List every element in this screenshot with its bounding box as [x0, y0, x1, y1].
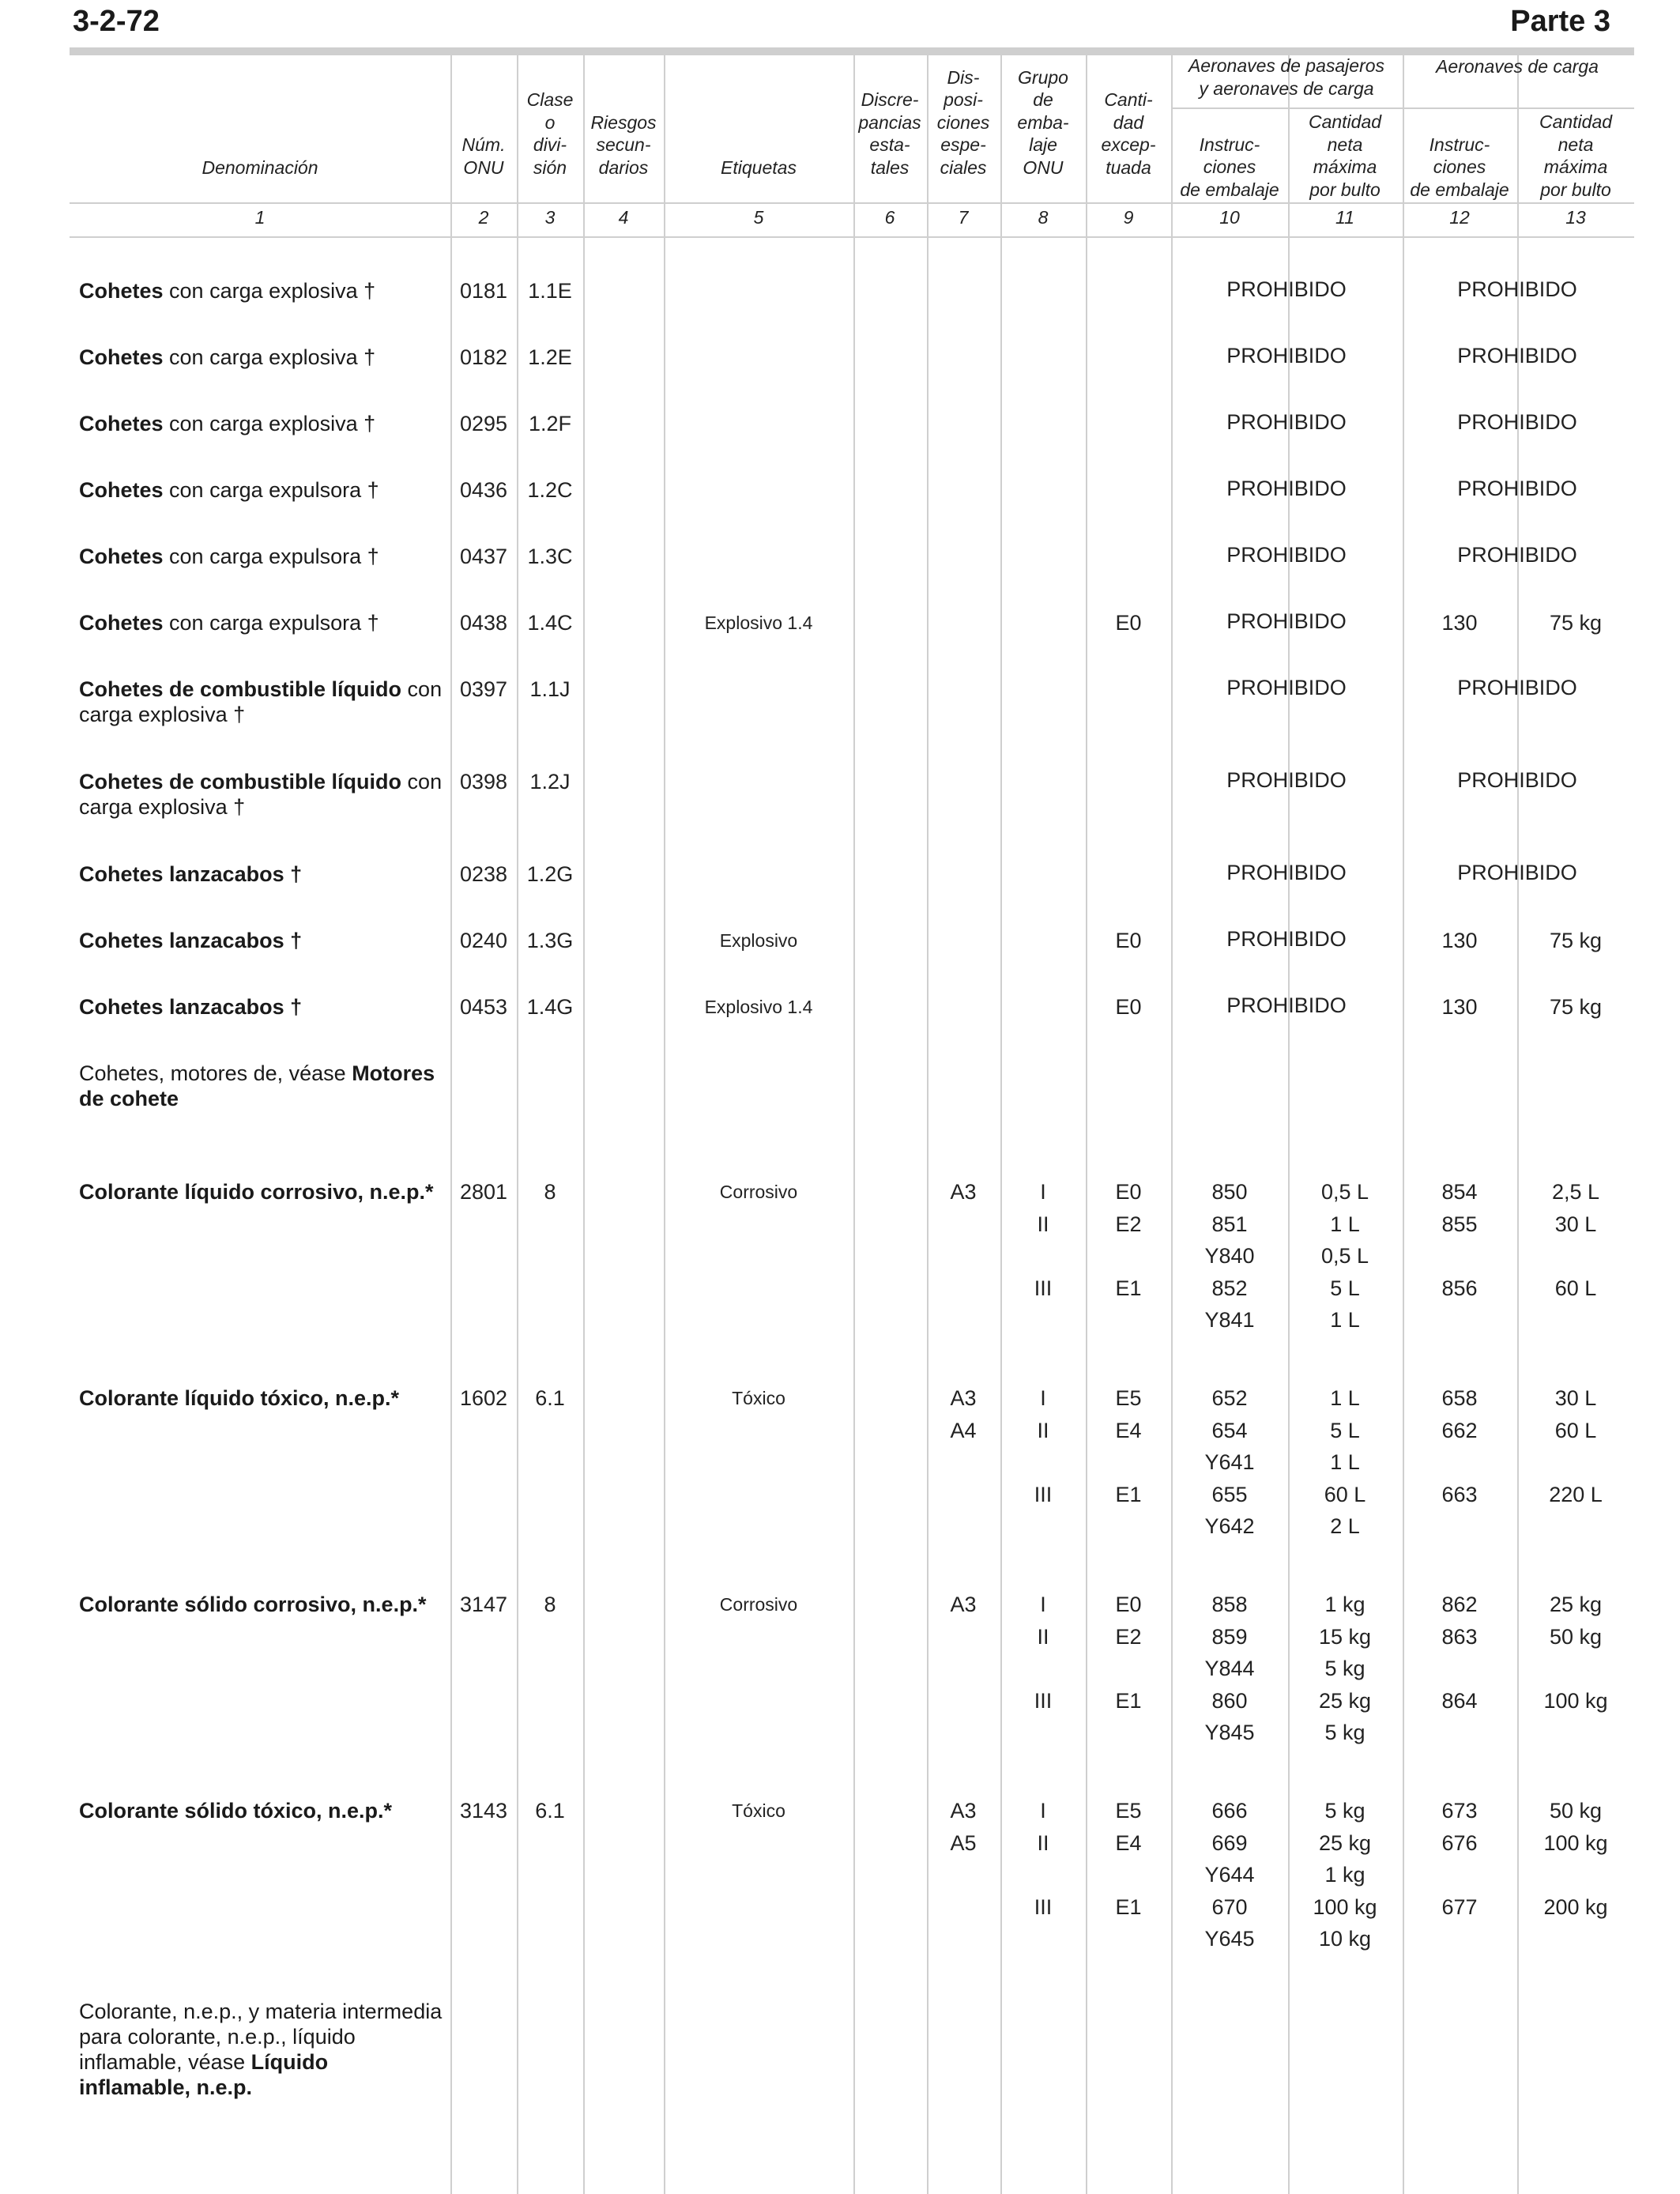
pax-packing-instruction: Y841	[1204, 1308, 1255, 1332]
column-divider	[664, 55, 665, 2194]
excepted-quantity: E0	[1115, 1593, 1142, 1616]
packing-group: I	[1040, 1180, 1046, 1204]
substance-name-bold: Colorante líquido tóxico, n.e.p.*	[79, 1386, 400, 1410]
column-number: 12	[1449, 207, 1470, 228]
cargo-packing-instruction: 855	[1441, 1212, 1478, 1236]
pax-prohibited: PROHIBIDO	[1226, 477, 1347, 500]
excepted-quantity: E4	[1115, 1830, 1142, 1855]
pax-packing-instruction: 670	[1211, 1894, 1248, 1919]
pax-packing-instruction: Y840	[1204, 1244, 1255, 1268]
header-num-onu: Núm. ONU	[461, 134, 506, 178]
cargo-max-quantity: 100 kg	[1543, 1830, 1608, 1855]
cargo-max-quantity: 220 L	[1549, 1482, 1603, 1506]
un-number: 0181	[459, 279, 508, 303]
substance-name: Cohetes de combustible líquido con carga explosiva †	[79, 770, 443, 819]
excepted-quantity: E1	[1115, 1482, 1142, 1506]
cargo-packing-instruction: 863	[1441, 1624, 1478, 1649]
pax-packing-instruction: 654	[1211, 1418, 1248, 1442]
substance-name-bold: Cohetes lanzacabos †	[79, 995, 303, 1019]
hazard-label: Explosivo	[719, 930, 798, 951]
column-divider	[1086, 55, 1087, 2194]
special-provision: A3	[950, 1593, 977, 1616]
cargo-packing-instruction: 663	[1441, 1482, 1478, 1506]
cargo-max-quantity: 60 L	[1554, 1418, 1597, 1442]
excepted-quantity: E1	[1115, 1276, 1142, 1300]
column-divider	[853, 55, 855, 2194]
special-provision: A3	[950, 1386, 977, 1410]
pax-max-quantity: 25 kg	[1318, 1830, 1372, 1855]
top-rule	[70, 47, 1634, 55]
cargo-prohibited: PROHIBIDO	[1457, 477, 1577, 500]
column-divider	[1403, 55, 1404, 2194]
cargo-max-quantity: 60 L	[1554, 1276, 1597, 1300]
substance-name	[79, 994, 443, 1020]
excepted-quantity: E0	[1115, 1180, 1142, 1204]
header-cantidad-pax: Cantidad neta máxima por bulto	[1308, 111, 1382, 200]
excepted-quantity: E1	[1115, 1894, 1142, 1919]
substance-name-bold: Cohetes	[79, 279, 164, 303]
pax-packing-instruction: 851	[1211, 1212, 1248, 1236]
packing-group: II	[1037, 1830, 1049, 1855]
column-number: 7	[958, 207, 969, 228]
pax-packing-instruction: 860	[1211, 1688, 1248, 1713]
pax-packing-instruction: Y645	[1204, 1927, 1255, 1951]
pax-max-quantity: 2 L	[1330, 1514, 1360, 1538]
cargo-max-quantity: 25 kg	[1549, 1593, 1603, 1616]
pax-max-quantity: 10 kg	[1318, 1927, 1372, 1951]
cross-reference: Líquido inflamable, n.e.p.	[79, 2050, 329, 2099]
cargo-max-quantity: 2,5 L	[1551, 1180, 1600, 1204]
pax-max-quantity: 1 L	[1330, 1308, 1360, 1332]
packing-group: II	[1037, 1624, 1049, 1649]
class-division: 1.1J	[529, 677, 571, 701]
cargo-prohibited: PROHIBIDO	[1457, 861, 1577, 884]
substance-name-bold: Cohetes	[79, 412, 164, 435]
un-number: 0398	[459, 770, 508, 794]
un-number: 0453	[459, 995, 508, 1019]
column-number: 8	[1038, 207, 1049, 228]
pax-packing-instruction: Y844	[1204, 1657, 1255, 1680]
excepted-quantity: E5	[1115, 1799, 1142, 1823]
pax-max-quantity: 1 L	[1330, 1212, 1360, 1236]
class-division: 6.1	[535, 1799, 565, 1823]
packing-group: III	[1034, 1894, 1053, 1919]
hazard-label: Corrosivo	[719, 1594, 798, 1615]
substance-name	[79, 1592, 443, 1617]
class-division: 8	[544, 1180, 556, 1204]
pax-max-quantity: 5 L	[1330, 1276, 1360, 1300]
pax-packing-instruction: 850	[1211, 1180, 1248, 1204]
cargo-packing-instruction: 658	[1441, 1386, 1478, 1410]
class-division: 8	[544, 1593, 556, 1616]
un-number: 2801	[459, 1180, 508, 1204]
pax-prohibited: PROHIBIDO	[1226, 410, 1347, 434]
cross-reference: Motores de cohete	[79, 1061, 435, 1110]
column-number: 4	[618, 207, 629, 228]
column-number: 9	[1123, 207, 1134, 228]
cargo-max-quantity: 75 kg	[1549, 611, 1603, 635]
pax-packing-instruction: Y644	[1204, 1863, 1255, 1887]
class-division: 1.3G	[526, 929, 574, 952]
cargo-max-quantity: 200 kg	[1543, 1894, 1608, 1919]
special-provision: A4	[950, 1418, 977, 1442]
cargo-packing-instruction: 854	[1441, 1180, 1478, 1204]
cargo-packing-instruction: 130	[1441, 929, 1478, 952]
pax-prohibited: PROHIBIDO	[1226, 768, 1347, 792]
special-provision: A3	[950, 1180, 977, 1204]
header-disposiciones-especiales: Dis- posi- ciones espe- ciales	[936, 66, 990, 178]
pax-packing-instruction: 652	[1211, 1386, 1248, 1410]
cargo-packing-instruction: 130	[1441, 611, 1478, 635]
hazard-label: Tóxico	[732, 1800, 785, 1821]
packing-group: II	[1037, 1212, 1049, 1236]
hazard-label: Corrosivo	[719, 1182, 798, 1202]
class-division: 1.4G	[526, 995, 574, 1019]
pax-max-quantity: 0,5 L	[1320, 1244, 1369, 1268]
substance-name: Cohetes con carga expulsora †	[79, 611, 379, 635]
header-rule	[70, 236, 1634, 238]
pax-prohibited: PROHIBIDO	[1226, 927, 1347, 951]
un-number: 0295	[459, 412, 508, 435]
class-division: 1.2E	[528, 345, 572, 369]
header-riesgos-secundarios: Riesgos secun- darios	[590, 111, 657, 178]
packing-group: III	[1034, 1688, 1053, 1713]
column-number: 2	[478, 207, 489, 228]
cargo-packing-instruction: 864	[1441, 1688, 1478, 1713]
substance-name-bold: Colorante líquido corrosivo, n.e.p.*	[79, 1180, 434, 1204]
header-instrucciones-cargo: Instruc- ciones de embalaje	[1410, 134, 1509, 200]
cargo-packing-instruction: 676	[1441, 1830, 1478, 1855]
substance-name	[79, 861, 443, 887]
excepted-quantity: E5	[1115, 1386, 1142, 1410]
cargo-packing-instruction: 677	[1441, 1894, 1478, 1919]
substance-name-bold: Cohetes lanzacabos †	[79, 929, 303, 952]
column-divider	[583, 55, 585, 2194]
un-number: 0238	[459, 862, 508, 886]
packing-group: II	[1037, 1418, 1049, 1442]
pax-max-quantity: 1 L	[1330, 1450, 1360, 1474]
substance-name: Colorante, n.e.p., y materia intermedia para colorante, n.e.p., líquido inflamable, véase Líquido inflamable, n.e.p.	[79, 2000, 443, 2099]
cargo-max-quantity: 30 L	[1554, 1212, 1597, 1236]
cargo-prohibited: PROHIBIDO	[1457, 676, 1577, 699]
cargo-prohibited: PROHIBIDO	[1457, 344, 1577, 368]
pax-max-quantity: 1 kg	[1324, 1593, 1365, 1616]
pax-max-quantity: 5 L	[1330, 1418, 1360, 1442]
cargo-max-quantity: 50 kg	[1549, 1624, 1603, 1649]
header-group-cargo: Aeronaves de carga	[1436, 55, 1599, 77]
substance-name-bold: Cohetes	[79, 345, 164, 369]
header-denominacion: Denominación	[202, 156, 318, 178]
column-divider	[517, 55, 518, 2194]
column-number: 13	[1565, 207, 1586, 228]
column-divider	[1517, 55, 1519, 2194]
packing-group: I	[1040, 1799, 1046, 1823]
substance-name: Cohetes con carga explosiva †	[79, 279, 376, 303]
substance-name	[79, 1798, 443, 1823]
class-division: 1.2G	[526, 862, 574, 886]
column-number: 6	[884, 207, 895, 228]
group-rule	[1171, 107, 1634, 109]
un-number: 0438	[459, 611, 508, 635]
class-division: 1.2C	[527, 478, 573, 502]
substance-name-bold: Cohetes	[79, 611, 164, 635]
excepted-quantity: E2	[1115, 1624, 1142, 1649]
pax-packing-instruction: 859	[1211, 1624, 1248, 1649]
cargo-prohibited: PROHIBIDO	[1457, 277, 1577, 301]
cargo-packing-instruction: 856	[1441, 1276, 1478, 1300]
substance-name-bold: Colorante sólido corrosivo, n.e.p.*	[79, 1593, 427, 1616]
un-number: 1602	[459, 1386, 508, 1410]
pax-max-quantity: 1 L	[1330, 1386, 1360, 1410]
header-group-passenger: Aeronaves de pasajeros y aeronaves de carga	[1188, 55, 1385, 99]
pax-packing-instruction: 858	[1211, 1593, 1248, 1616]
hazard-label: Tóxico	[732, 1388, 785, 1408]
class-division: 1.3C	[527, 545, 573, 568]
pax-max-quantity: 100 kg	[1313, 1894, 1377, 1919]
page-number: 3-2-72	[73, 5, 160, 38]
header-grupo-embalaje: Grupo de emba- laje ONU	[1017, 66, 1069, 178]
pax-packing-instruction: Y845	[1204, 1721, 1255, 1744]
pax-max-quantity: 15 kg	[1318, 1624, 1372, 1649]
column-number: 1	[254, 207, 266, 228]
column-number: 11	[1335, 207, 1354, 228]
un-number: 0436	[459, 478, 508, 502]
pax-prohibited: PROHIBIDO	[1226, 609, 1347, 633]
cargo-packing-instruction: 673	[1441, 1799, 1478, 1823]
pax-max-quantity: 25 kg	[1318, 1688, 1372, 1713]
substance-name: Cohetes con carga explosiva †	[79, 345, 376, 369]
column-divider	[1000, 55, 1002, 2194]
substance-name: Cohetes, motores de, véase Motores de cohete	[79, 1061, 435, 1110]
column-divider	[1288, 55, 1290, 2194]
packing-group: I	[1040, 1386, 1046, 1410]
cargo-max-quantity: 30 L	[1554, 1386, 1597, 1410]
pax-packing-instruction: Y641	[1204, 1450, 1255, 1474]
cargo-packing-instruction: 862	[1441, 1593, 1478, 1616]
pax-prohibited: PROHIBIDO	[1226, 861, 1347, 884]
pax-prohibited: PROHIBIDO	[1226, 543, 1347, 567]
substance-name: Cohetes con carga expulsora †	[79, 545, 379, 568]
substance-name-bold: Colorante sólido tóxico, n.e.p.*	[79, 1799, 393, 1823]
hazard-label: Explosivo 1.4	[704, 613, 813, 633]
pax-prohibited: PROHIBIDO	[1226, 993, 1347, 1017]
pax-prohibited: PROHIBIDO	[1226, 676, 1347, 699]
substance-name-bold: Cohetes	[79, 478, 164, 502]
excepted-quantity: E0	[1115, 929, 1142, 952]
column-number: 10	[1219, 207, 1240, 228]
pax-prohibited: PROHIBIDO	[1226, 277, 1347, 301]
class-division: 1.1E	[528, 279, 572, 303]
un-number: 0240	[459, 929, 508, 952]
class-division: 6.1	[535, 1386, 565, 1410]
special-provision: A3	[950, 1799, 977, 1823]
cargo-max-quantity: 50 kg	[1549, 1799, 1603, 1823]
pax-packing-instruction: 666	[1211, 1799, 1248, 1823]
cargo-max-quantity: 75 kg	[1549, 995, 1603, 1019]
column-divider	[1171, 55, 1173, 2194]
pax-max-quantity: 5 kg	[1324, 1721, 1365, 1744]
excepted-quantity: E0	[1115, 995, 1142, 1019]
header-discrepancias-estatales: Discre- pancias esta- tales	[858, 89, 921, 178]
class-division: 1.2J	[529, 770, 571, 794]
cargo-max-quantity: 100 kg	[1543, 1688, 1608, 1713]
un-number: 3147	[459, 1593, 508, 1616]
substance-name	[79, 1385, 443, 1411]
packing-group: III	[1034, 1482, 1053, 1506]
cargo-max-quantity: 75 kg	[1549, 929, 1603, 952]
class-division: 1.2F	[528, 412, 572, 435]
cargo-prohibited: PROHIBIDO	[1457, 543, 1577, 567]
packing-group: III	[1034, 1276, 1053, 1300]
cargo-packing-instruction: 130	[1441, 995, 1478, 1019]
substance-name: Cohetes con carga explosiva †	[79, 412, 376, 435]
substance-name	[79, 1179, 443, 1204]
pax-max-quantity: 60 L	[1324, 1482, 1366, 1506]
cargo-prohibited: PROHIBIDO	[1457, 768, 1577, 792]
header-clase-division: Clase o divi- sión	[526, 89, 574, 178]
header-cantidad-exceptuada: Canti- dad excep- tuada	[1101, 89, 1156, 178]
pax-max-quantity: 1 kg	[1324, 1863, 1365, 1887]
substance-name-bold: Cohetes de combustible líquido	[79, 770, 402, 794]
cargo-packing-instruction: 662	[1441, 1418, 1478, 1442]
header-cantidad-cargo: Cantidad neta máxima por bulto	[1539, 111, 1613, 200]
substance-name-bold: Cohetes de combustible líquido	[79, 677, 402, 701]
class-division: 1.4C	[527, 611, 573, 635]
pax-packing-instruction: 669	[1211, 1830, 1248, 1855]
column-divider	[450, 55, 452, 2194]
pax-packing-instruction: Y642	[1204, 1514, 1255, 1538]
hazard-label: Explosivo 1.4	[704, 997, 813, 1017]
pax-prohibited: PROHIBIDO	[1226, 344, 1347, 368]
column-divider	[927, 55, 929, 2194]
excepted-quantity: E1	[1115, 1688, 1142, 1713]
pax-max-quantity: 5 kg	[1324, 1657, 1365, 1680]
substance-name-bold: Cohetes lanzacabos †	[79, 862, 303, 886]
pax-max-quantity: 5 kg	[1324, 1799, 1365, 1823]
pax-packing-instruction: 655	[1211, 1482, 1248, 1506]
un-number: 0437	[459, 545, 508, 568]
pax-packing-instruction: 852	[1211, 1276, 1248, 1300]
special-provision: A5	[950, 1830, 977, 1855]
header-etiquetas: Etiquetas	[721, 156, 797, 178]
substance-name-bold: Cohetes	[79, 545, 164, 568]
un-number: 3143	[459, 1799, 508, 1823]
header-instrucciones-pax: Instruc- ciones de embalaje	[1180, 134, 1279, 200]
column-number: 3	[544, 207, 556, 228]
substance-name: Cohetes con carga expulsora †	[79, 478, 379, 502]
packing-group: I	[1040, 1593, 1046, 1616]
cargo-prohibited: PROHIBIDO	[1457, 410, 1577, 434]
excepted-quantity: E4	[1115, 1418, 1142, 1442]
column-number: 5	[753, 207, 764, 228]
excepted-quantity: E0	[1115, 611, 1142, 635]
un-number: 0182	[459, 345, 508, 369]
part-label: Parte 3	[1510, 5, 1610, 38]
header-rule	[70, 202, 1634, 204]
substance-name	[79, 928, 443, 953]
pax-max-quantity: 0,5 L	[1320, 1180, 1369, 1204]
excepted-quantity: E2	[1115, 1212, 1142, 1236]
substance-name: Cohetes de combustible líquido con carga explosiva †	[79, 677, 443, 726]
un-number: 0397	[459, 677, 508, 701]
